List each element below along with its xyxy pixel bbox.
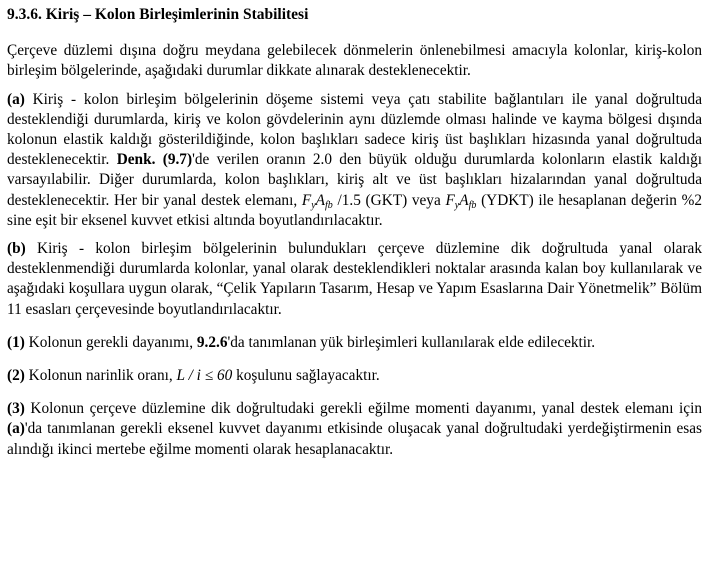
item-1-text2: 'da tanımlanan yük birleşimleri kullanılarak elde edilecektir. xyxy=(227,333,596,351)
paragraph-a-text2: 'de verilen oranın 2.0 den büyük olduğu durumlarda kolonların elastik kaldığı varsayılabilir. Diğer durumlarda, kolon başlıkları, kiriş alt ve üst başlıkları hizalarından yanal doğrultuda desteklenecektir. Her bir yanal destek elemanı, xyxy=(7,151,703,209)
paragraph-a xyxy=(7,90,702,231)
paragraph-a-label: (a) xyxy=(7,90,25,108)
item-2 xyxy=(7,366,702,386)
item-3-text1: Kolonun çerçeve düzlemine dik doğrultudaki gerekli eğilme momenti dayanımı, yanal destek elemanı için xyxy=(24,400,702,418)
paragraph-a-text3: (YDKT) ile hesaplanan değerin %2 sine eşit bir eksenel kuvvet etkisi altında boyutlandırılacaktır. xyxy=(7,191,703,229)
formula-fy-afb-ydkt: $F_yA_{fb}$ xyxy=(445,191,477,211)
item-3-text2: 'da tanımlanan gerekli eksenel kuvvet dayanımı etkisinde oluşacak yanal doğrultudaki yerdeğiştirmenin esas alındığı ikinci mertebe eğilme momenti olarak hesaplanacaktır. xyxy=(7,420,702,458)
item-3-label: (3) xyxy=(7,400,25,418)
section-title: 9.3.6. Kiriş – Kolon Birleşimlerinin Stabilitesi xyxy=(7,6,309,23)
paragraph-b-label: (b) xyxy=(7,240,26,258)
paragraph-b xyxy=(7,239,702,320)
slenderness-formula: L / i ≤ 60 xyxy=(176,367,233,385)
intro-paragraph: Çerçeve düzlemi dışına doğru meydana gelebilecek dönmelerin önlenebilmesi amacıyla kolonlar, kiriş-kolon birleşim bölgelerinde, aşağıdaki durumlar dikkate alınarak desteklenecektir. xyxy=(7,42,702,80)
item-1-text1: Kolonun gerekli dayanımı, xyxy=(24,333,197,351)
item-3-ref: (a) xyxy=(7,420,25,438)
item-1-label: (1) xyxy=(7,333,25,351)
paragraph-b-text: Kiriş - kolon birleşim bölgelerinin bulundukları çerçeve düzlemine dik doğrultuda yanal olarak desteklenmendiği durumlarda kolonlar, yanal olarak desteklendikleri noktalar arasında kalan boy kullanılarak ve aşağıdaki koşullara uygun olarak, “Çelik Yapıların Tasarım, Hesap ve Yapım Esaslarına Dair Yönetmelik” Bölüm 11 esasları çerçevesinde boyutlandırılacaktır. xyxy=(7,240,702,318)
item-2-label: (2) xyxy=(7,367,25,385)
item-2-text2: koşulunu sağlayacaktır. xyxy=(232,367,380,385)
formula-fy-afb-gkt: $F_yA_{fb}$ xyxy=(301,191,333,211)
item-3 xyxy=(7,399,702,460)
paragraph-a-formula-rest: /1.5 (GKT) veya xyxy=(332,191,446,209)
paragraph-a-ref: Denk. (9.7) xyxy=(116,151,193,169)
paragraph-a-text1: Kiriş - kolon birleşim bölgelerinin döşeme sistemi veya çatı stabilite bağlantıları ile yanal doğrultuda desteklendiği durumlarda, kiriş ve kolon gövdelerinin aynı düzlemde olması halinde ve kayma bölgesi dışında kolonun elastik kaldığı gösterildiğinde, kolon başlıkları sadece kiriş üst başlıkları hizasında yanal doğrultuda desteklenecektir. xyxy=(7,90,702,169)
item-2-text1: Kolonun narinlik oranı, xyxy=(24,367,177,385)
item-1-ref: 9.2.6 xyxy=(196,333,228,351)
item-1 xyxy=(7,333,702,353)
